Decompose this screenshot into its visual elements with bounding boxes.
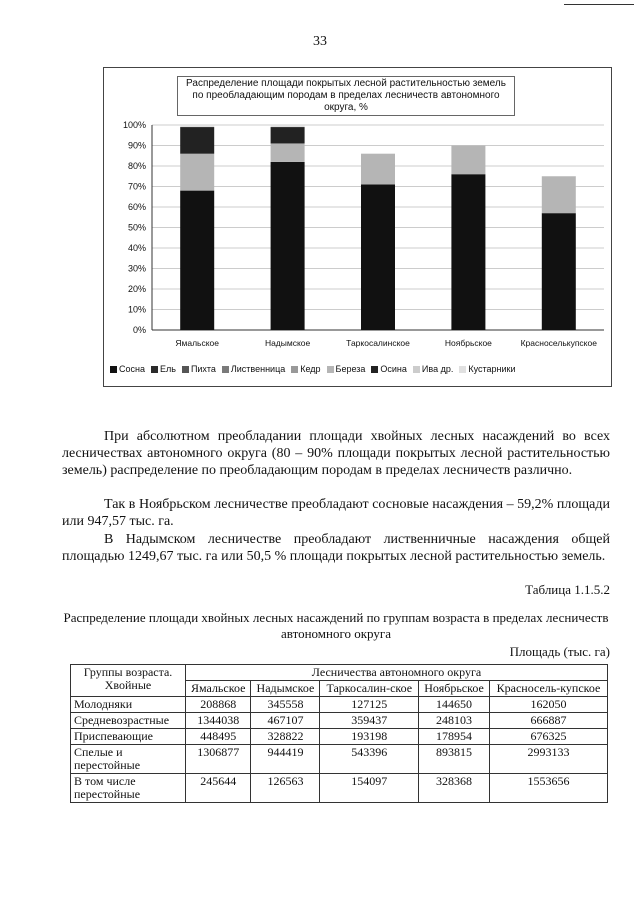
paragraph-2 <box>62 496 610 530</box>
table-cell: 154097 <box>320 774 419 803</box>
row-label: В том числе перестойные <box>71 774 186 803</box>
column-header: Красносель-купское <box>490 681 608 697</box>
legend-label: Сосна <box>119 364 145 374</box>
table-row <box>71 729 608 745</box>
y-tick-label: 10% <box>127 304 146 315</box>
table-row <box>71 713 608 729</box>
table-cell: 126563 <box>251 774 320 803</box>
bar-segment <box>271 162 305 330</box>
group-header: Лесничества автономного округа <box>186 665 608 681</box>
table-cell: 666887 <box>490 713 608 729</box>
table-cell: 1553656 <box>490 774 608 803</box>
column-header: Надымское <box>251 681 320 697</box>
row-label: Средневозрастные <box>71 713 186 729</box>
table-units: Площадь (тыс. га) <box>509 644 610 659</box>
legend-item <box>110 364 145 374</box>
legend-swatch <box>327 366 334 373</box>
legend-item <box>371 364 407 374</box>
table-cell: 178954 <box>419 729 490 745</box>
y-tick-label: 90% <box>127 140 146 151</box>
legend-label: Ель <box>159 364 176 374</box>
y-tick-label: 0% <box>132 325 146 335</box>
header-rule <box>564 4 634 5</box>
x-tick-label: Таркосалинское <box>346 338 410 348</box>
bar-segment <box>542 176 576 213</box>
legend-swatch <box>151 366 158 373</box>
column-header: Таркосалин-ское <box>320 681 419 697</box>
bar-segment <box>271 143 305 161</box>
table-cell: 162050 <box>490 697 608 713</box>
bar-segment <box>451 146 485 175</box>
table-cell: 1306877 <box>186 745 251 774</box>
chart-frame <box>103 67 612 387</box>
y-tick-label: 50% <box>127 222 146 233</box>
table-cell: 467107 <box>251 713 320 729</box>
table-cell: 144650 <box>419 697 490 713</box>
legend-label: Береза <box>335 364 366 374</box>
table-cell: 1344038 <box>186 713 251 729</box>
legend-swatch <box>182 366 189 373</box>
bar-segment <box>180 191 214 330</box>
legend-label: Ива др. <box>421 364 454 374</box>
legend-item <box>151 364 176 374</box>
table-cell: 328368 <box>419 774 490 803</box>
table-cell: 345558 <box>251 697 320 713</box>
table-cell: 328822 <box>251 729 320 745</box>
legend-label: Осина <box>380 364 407 374</box>
y-tick-label: 60% <box>127 202 146 212</box>
table-body <box>71 697 608 803</box>
legend-label: Лиственница <box>230 364 286 374</box>
table-cell: 245644 <box>186 774 251 803</box>
bar-segment <box>271 125 305 127</box>
chart-title: Распределение площади покрытых лесной растительностью земель по преобладающим породам в пределах лесничеств автономного округа, % <box>177 76 515 116</box>
y-tick-label: 70% <box>127 181 146 192</box>
bar-segment <box>542 213 576 330</box>
bar-segment <box>271 127 305 143</box>
legend-swatch <box>110 366 117 373</box>
chart-legend <box>110 364 607 374</box>
legend-label: Пихта <box>190 364 216 374</box>
page-number: 33 <box>313 34 327 49</box>
bar-segment <box>451 174 485 330</box>
legend-swatch <box>413 366 420 373</box>
bar-segment <box>180 125 214 127</box>
table-cell: 127125 <box>320 697 419 713</box>
bar-segment <box>180 154 214 191</box>
legend-swatch <box>291 366 298 373</box>
table-reference: Таблица 1.1.5.2 <box>525 582 610 597</box>
legend-swatch <box>371 366 378 373</box>
table-row <box>71 697 608 713</box>
table-caption: Распределение площади хвойных лесных насаждений по группам возраста в пределах лесничеств автономного округа <box>63 610 609 641</box>
table-cell: 208868 <box>186 697 251 713</box>
legend-item <box>222 364 285 374</box>
paragraph-1 <box>62 428 610 479</box>
x-tick-label: Надымское <box>264 338 311 348</box>
legend-item <box>413 364 453 374</box>
legend-label: Кедр <box>300 364 321 374</box>
data-table <box>70 664 608 803</box>
row-label: Молодняки <box>71 697 186 713</box>
x-tick-label: Ямальское <box>175 338 220 348</box>
y-tick-label: 40% <box>127 243 146 253</box>
table-row <box>71 745 608 774</box>
paragraph-3-text: В Надымском лесничестве преобладают лиственничные насаждения общей площадью 1249,67 тыс. га или 50,5 % площади покрытых лесной растительностью земель. <box>62 532 610 564</box>
y-tick-label: 20% <box>127 284 146 294</box>
table-cell: 944419 <box>251 745 320 774</box>
paragraph-3 <box>62 531 610 565</box>
legend-label: Кустарники <box>468 364 516 374</box>
table-cell: 893815 <box>419 745 490 774</box>
table-cell: 448495 <box>186 729 251 745</box>
legend-item <box>182 364 216 374</box>
bar-segment <box>361 184 395 330</box>
column-header: Ямальское <box>186 681 251 697</box>
paragraph-1-text: При абсолютном преобладании площади хвойных лесных насаждений во всех лесничествах автономного округа (80 – 90% площади покрытых лесной растительностью земель) распределение по преобладающим породам в пределах лесничеств различно. <box>62 429 610 478</box>
legend-item <box>327 364 366 374</box>
corner-header: Группы возраста. Хвойные <box>71 665 186 697</box>
bar-segment <box>361 154 395 185</box>
paragraph-2-text: Так в Ноябрьском лесничестве преобладают сосновые насаждения – 59,2% площади или 947,57 тыс. га. <box>62 497 610 529</box>
table-cell: 359437 <box>320 713 419 729</box>
table-cell: 248103 <box>419 713 490 729</box>
legend-swatch <box>459 366 466 373</box>
table-cell: 2993133 <box>490 745 608 774</box>
table-row <box>71 774 608 803</box>
y-tick-label: 80% <box>127 161 146 171</box>
legend-swatch <box>222 366 229 373</box>
row-label: Приспевающие <box>71 729 186 745</box>
bar-segment <box>180 127 214 154</box>
x-tick-label: Ноябрьское <box>444 338 492 348</box>
legend-item <box>459 364 515 374</box>
legend-item <box>291 364 320 374</box>
y-tick-label: 100% <box>122 120 146 130</box>
table-cell: 676325 <box>490 729 608 745</box>
column-header: Ноябрьское <box>419 681 490 697</box>
row-label: Спелые и перестойные <box>71 745 186 774</box>
table-cell: 543396 <box>320 745 419 774</box>
table-cell: 193198 <box>320 729 419 745</box>
stacked-bar-chart <box>104 68 613 388</box>
x-tick-label: Красноселькупское <box>520 338 597 348</box>
y-tick-label: 30% <box>127 263 146 274</box>
